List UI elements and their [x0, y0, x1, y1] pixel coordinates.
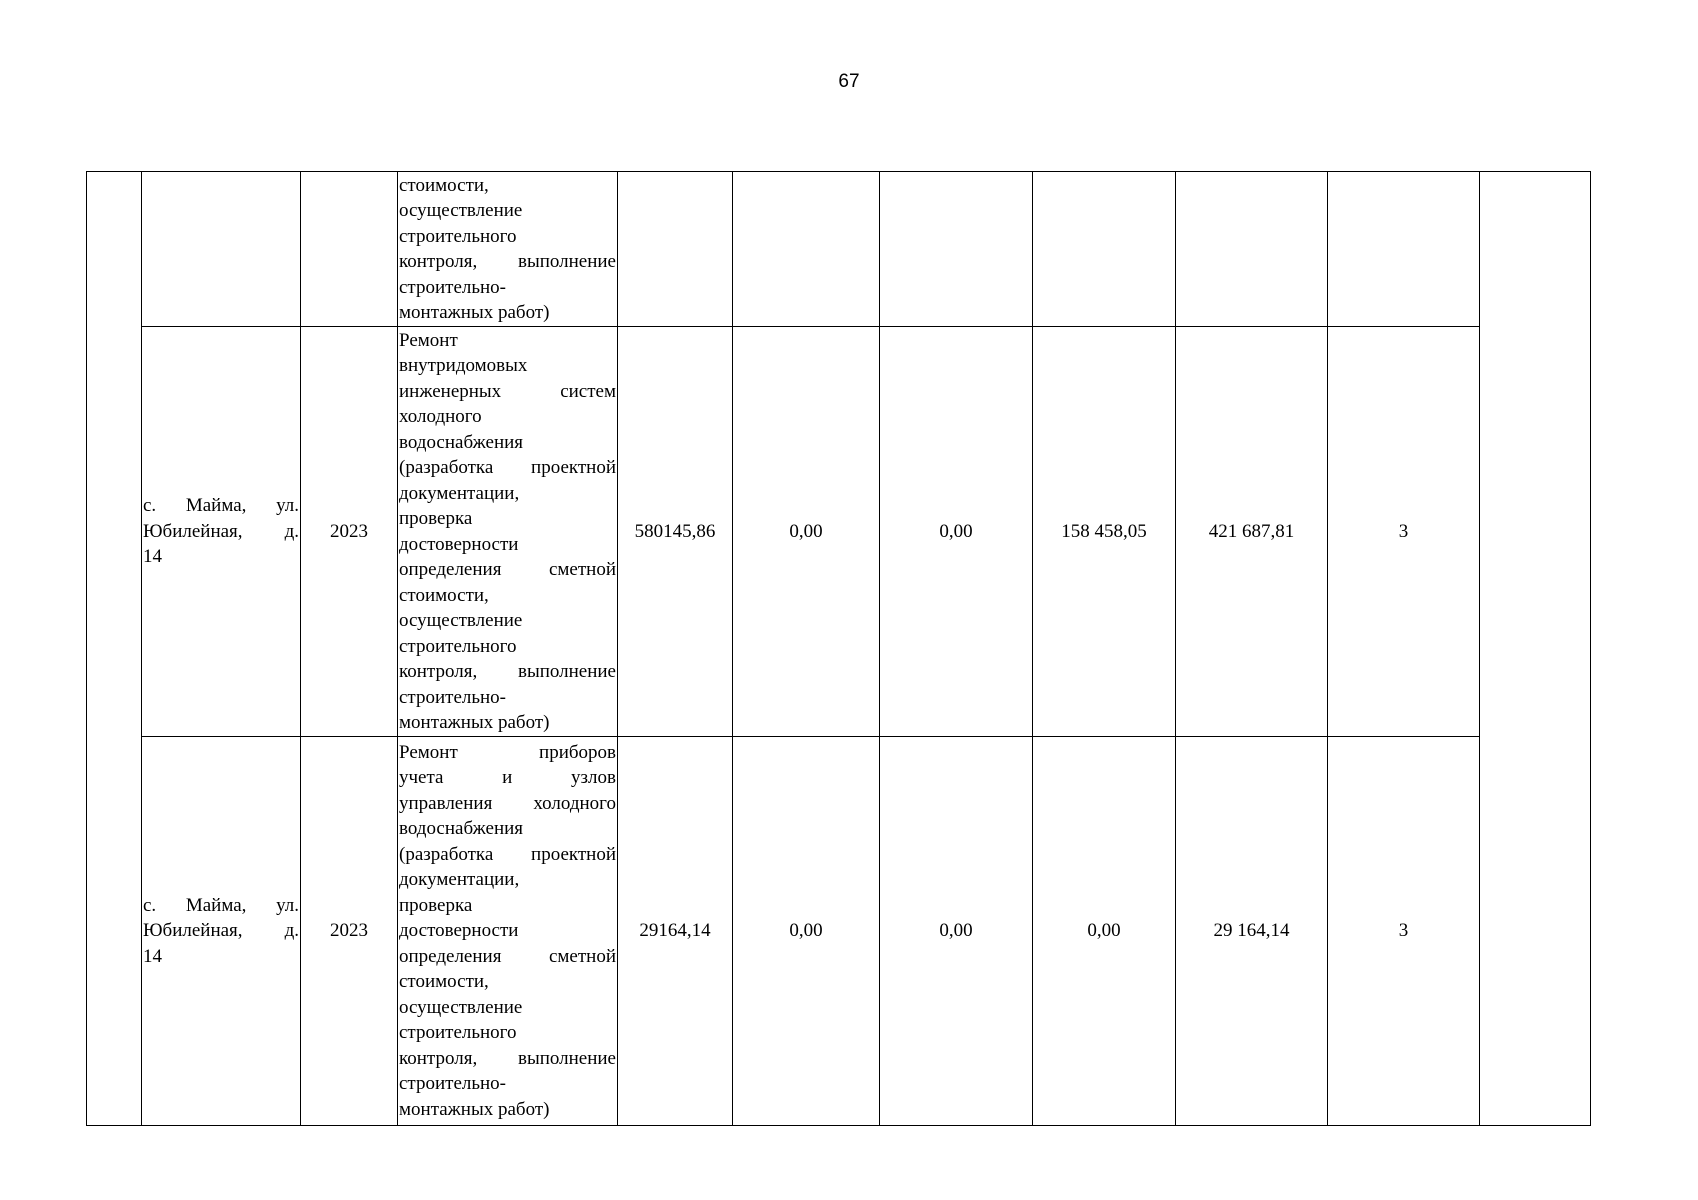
address-line: с. Майма, ул.: [143, 894, 299, 916]
work-line: определения сметной: [399, 559, 616, 580]
address-cell: [142, 172, 301, 327]
address-cell: [142, 737, 301, 1126]
year-cell: 2023: [301, 327, 398, 737]
work-line: внутридомовых: [399, 355, 528, 376]
work-description-cell: [398, 327, 618, 737]
work-line: контроля, выполнение: [399, 661, 616, 682]
code-cell: [1328, 172, 1480, 327]
table-row: [87, 172, 1591, 327]
work-line: достоверности: [399, 533, 519, 555]
work-line: учета и узлов: [399, 767, 616, 789]
last-column-cell: [1480, 172, 1591, 1126]
works-table: [86, 171, 1591, 1126]
amount-cell-a: 0,00: [733, 737, 880, 1126]
work-line: водоснабжения: [399, 431, 524, 453]
address-cell: [142, 327, 301, 737]
work-line: осуществление: [399, 996, 523, 1018]
work-line: строительно-: [399, 1073, 507, 1095]
work-line: документации,: [399, 869, 520, 891]
work-line: (разработка проектной: [399, 457, 616, 478]
address-line: Юбилейная, д.: [143, 520, 299, 542]
amount-cell-a: 0,00: [733, 327, 880, 737]
work-line: строительно-: [399, 686, 507, 708]
work-line: холодного: [399, 406, 482, 427]
work-line: (разработка проектной: [399, 843, 616, 865]
work-line: управления холодного: [399, 792, 616, 814]
work-line: контроля, выполнение: [399, 251, 616, 272]
amount-cell-c: 0,00: [1033, 737, 1176, 1126]
work-line: осуществление: [399, 610, 523, 631]
work-line: стоимости,: [399, 971, 489, 993]
address-line: 14: [143, 945, 162, 967]
amount-cell-b: 0,00: [880, 327, 1033, 737]
work-line: инженерных систем: [399, 380, 616, 402]
amount-cell-c: [1033, 172, 1176, 327]
code-cell: 3: [1328, 327, 1480, 737]
work-line: проверка: [399, 508, 473, 529]
work-line: монтажных работ): [399, 712, 550, 733]
year-cell: 2023: [301, 737, 398, 1126]
table-row: [87, 327, 1591, 737]
address-line: с. Майма, ул.: [143, 495, 299, 517]
work-description-cell: [398, 172, 618, 327]
work-line: строительного: [399, 225, 517, 247]
amount-cell-b: 0,00: [880, 737, 1033, 1126]
amount-cell-c: 158 458,05: [1033, 327, 1176, 737]
work-line: стоимости,: [399, 584, 489, 606]
address-line: Юбилейная, д.: [143, 920, 299, 942]
total-cost-cell: 580145,86: [618, 327, 733, 737]
total-cost-cell: [618, 172, 733, 327]
amount-cell-d: [1176, 172, 1328, 327]
work-description-cell: [398, 737, 618, 1126]
total-cost-cell: 29164,14: [618, 737, 733, 1126]
amount-cell-a: [733, 172, 880, 327]
year-cell: [301, 172, 398, 327]
work-line: осуществление: [399, 200, 523, 221]
work-line: контроля, выполнение: [399, 1047, 616, 1069]
work-line: определения сметной: [399, 945, 616, 967]
address-line: 14: [143, 546, 162, 568]
amount-cell-d: 29 164,14: [1176, 737, 1328, 1126]
work-line: документации,: [399, 482, 520, 504]
amount-cell-d: 421 687,81: [1176, 327, 1328, 737]
work-line: строительного: [399, 635, 517, 657]
work-line: Ремонт приборов: [399, 741, 616, 763]
table-row: [87, 737, 1591, 1126]
work-line: строительного: [399, 1022, 517, 1044]
amount-cell-b: [880, 172, 1033, 327]
work-line: стоимости,: [399, 174, 489, 196]
work-line: Ремонт: [399, 329, 458, 351]
work-line: монтажных работ): [399, 302, 550, 323]
work-line: строительно-: [399, 276, 507, 298]
work-line: проверка: [399, 894, 473, 916]
work-line: водоснабжения: [399, 818, 524, 840]
index-cell: [87, 172, 142, 1126]
code-cell: 3: [1328, 737, 1480, 1126]
page-number: 67: [838, 71, 860, 92]
work-line: монтажных работ): [399, 1098, 550, 1120]
work-line: достоверности: [399, 920, 519, 942]
